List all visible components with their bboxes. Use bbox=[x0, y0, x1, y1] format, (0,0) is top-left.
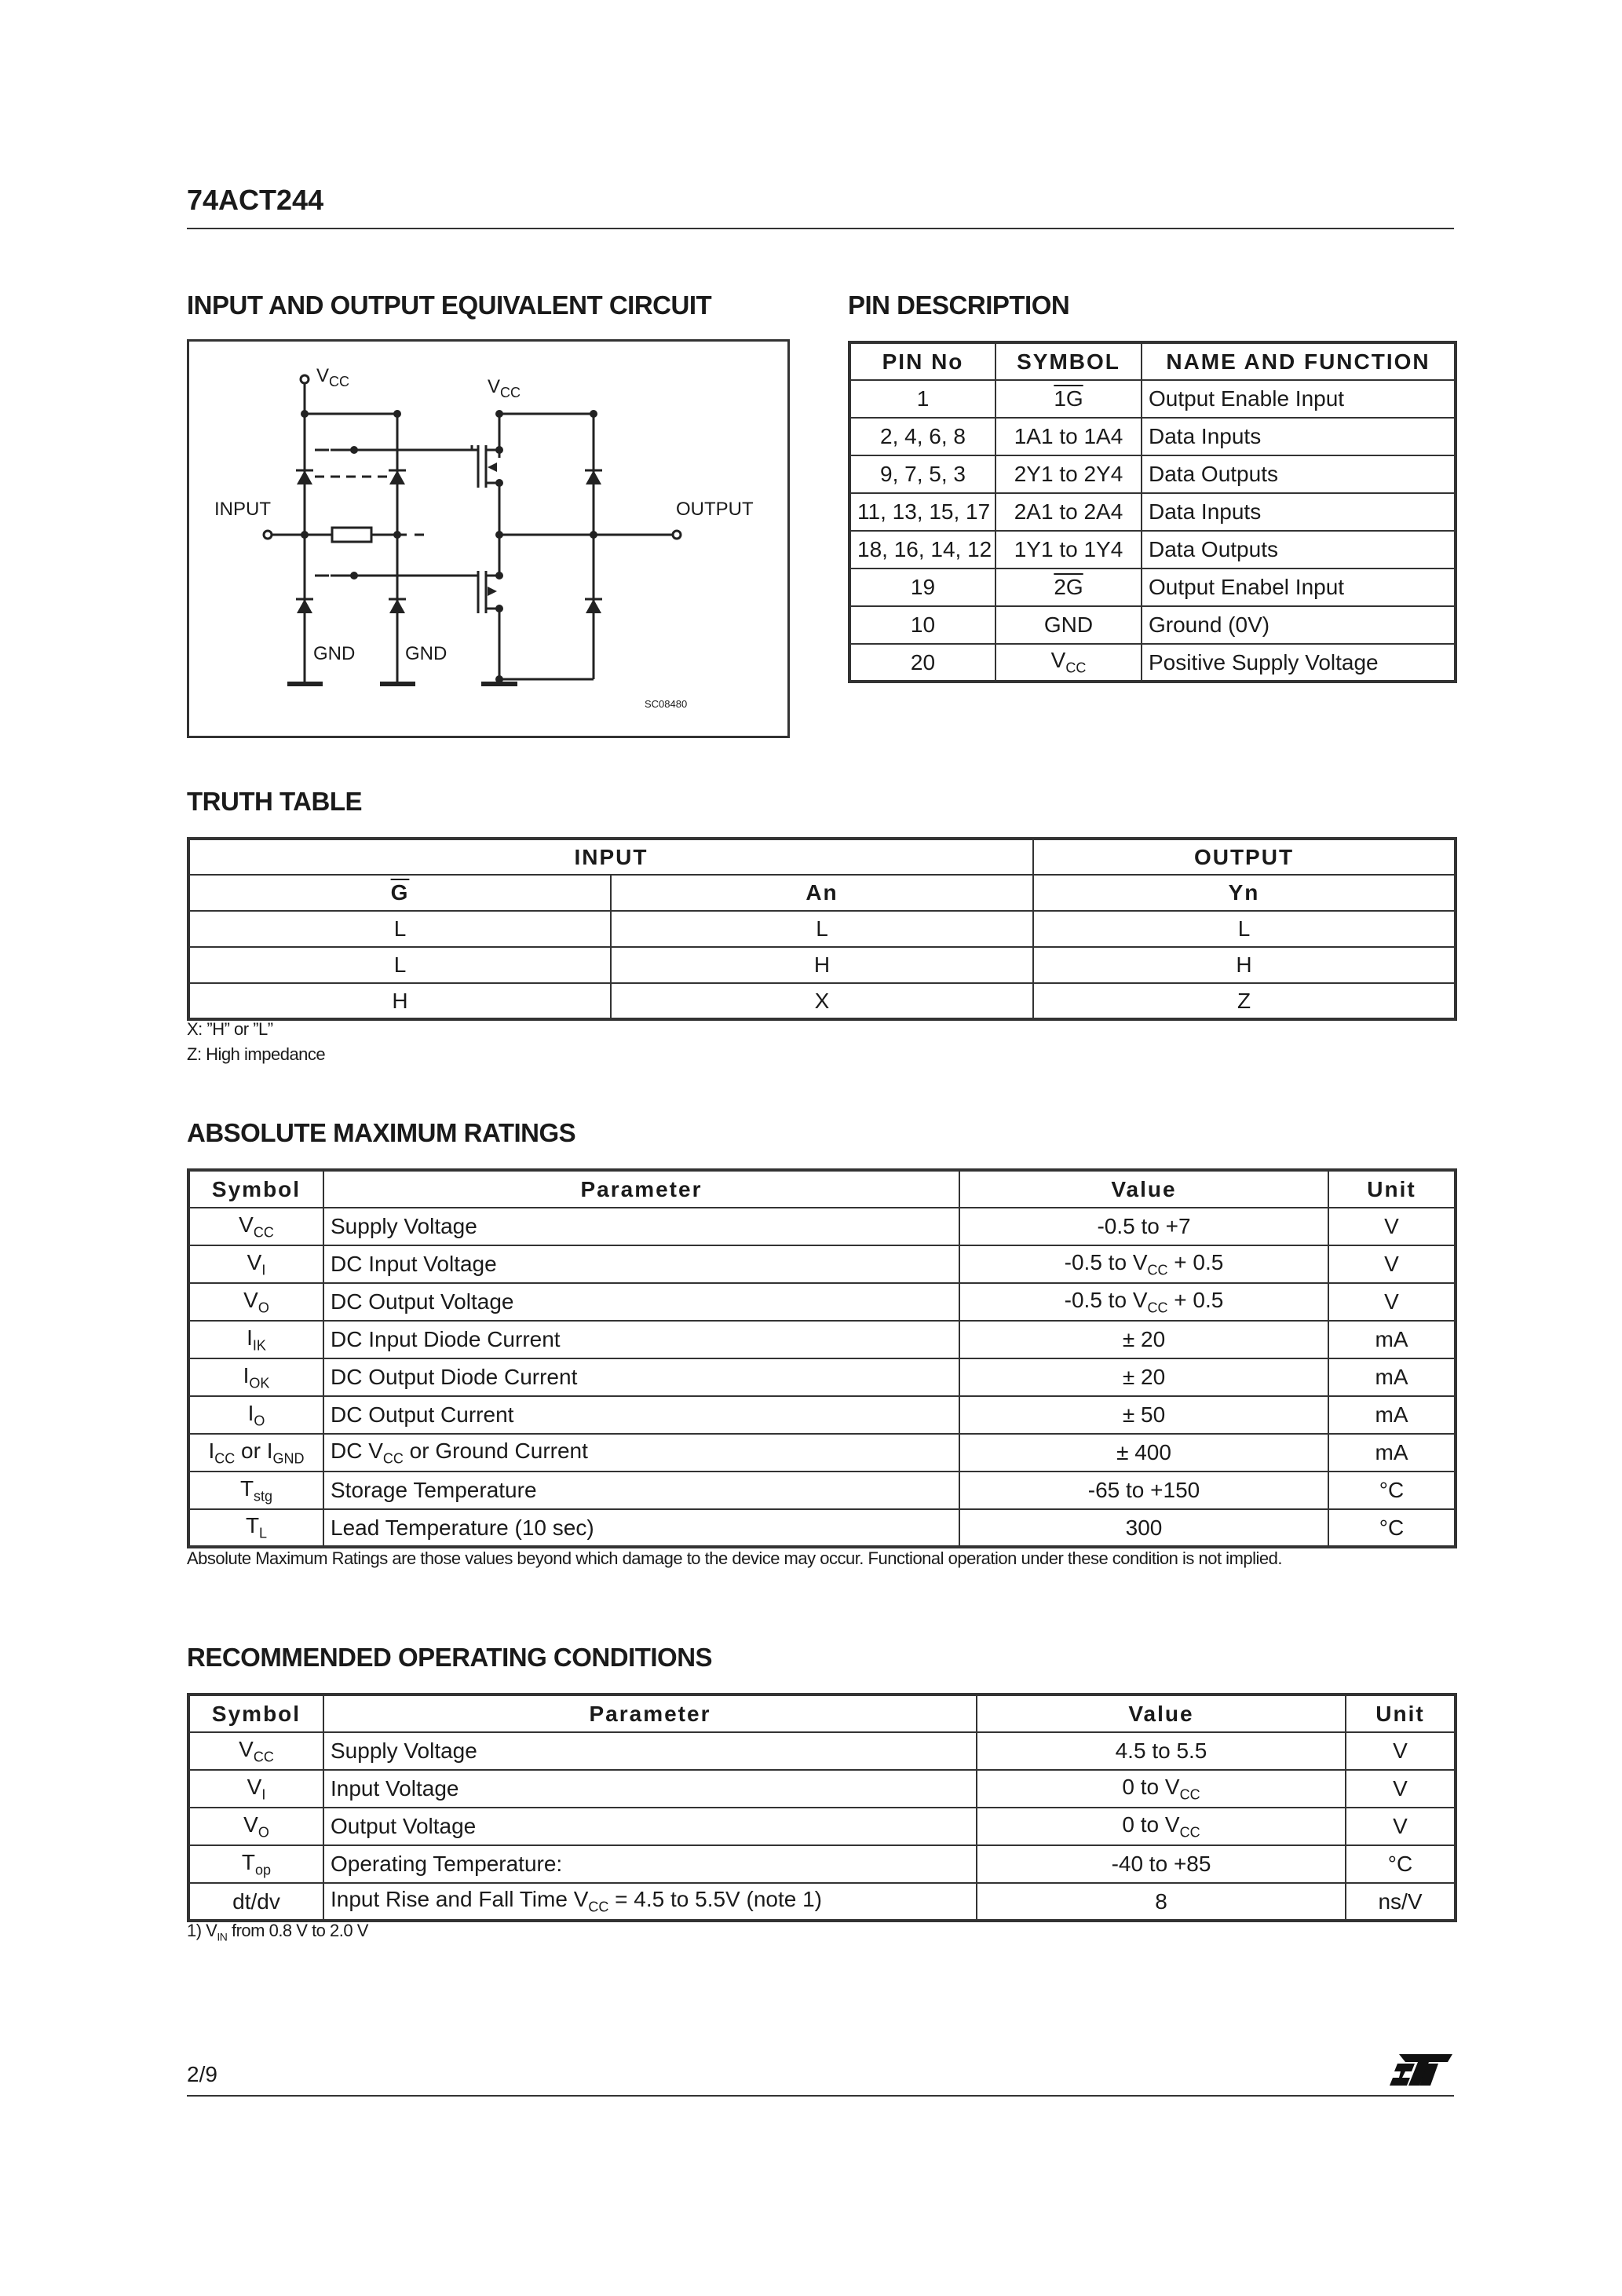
st-logo bbox=[1388, 2053, 1454, 2091]
unit: mA bbox=[1328, 1321, 1456, 1358]
symbol: $V_{CC}$ bbox=[188, 1208, 323, 1245]
symbol: $V_{CC}$ bbox=[995, 644, 1142, 682]
col-symbol: SYMBOL bbox=[995, 342, 1142, 380]
gnd-label-1: GND bbox=[313, 643, 356, 664]
vcc-left-label: $V_{CC}$ bbox=[316, 365, 350, 389]
table-row bbox=[188, 1283, 1456, 1321]
parameter: Supply Voltage bbox=[323, 1208, 959, 1245]
symbol: $I_{OK}$ bbox=[188, 1358, 323, 1396]
input-label: INPUT bbox=[214, 499, 271, 520]
recommended-table bbox=[187, 1693, 1457, 1922]
gnd-label-2: GND bbox=[405, 643, 448, 664]
function: Data Inputs bbox=[1142, 418, 1456, 455]
footer-rule bbox=[187, 2095, 1454, 2097]
symbol: $I_{CC}$ or $I_{GND}$ bbox=[188, 1434, 323, 1472]
function: Data Outputs bbox=[1142, 455, 1456, 493]
value: 8 bbox=[977, 1883, 1346, 1921]
table-row bbox=[188, 1208, 1456, 1245]
function: Data Inputs bbox=[1142, 493, 1456, 531]
value: ± 400 bbox=[959, 1434, 1328, 1472]
recommended-heading: RECOMMENDED OPERATING CONDITIONS bbox=[187, 1643, 713, 1672]
table-row bbox=[188, 1434, 1456, 1472]
parameter: Input Rise and Fall Time $V_{CC} = 4.5$ to 5.5V (note 1) bbox=[323, 1883, 977, 1921]
table-row bbox=[188, 947, 1456, 983]
function: Output Enabel Input bbox=[1142, 569, 1456, 606]
table-row bbox=[849, 606, 1456, 644]
value: -0.5 to $V_{CC} + 0.5$ bbox=[959, 1283, 1328, 1321]
pin-no: 9, 7, 5, 3 bbox=[849, 455, 995, 493]
pin-no: 20 bbox=[849, 644, 995, 682]
col-yn: Yn bbox=[1033, 875, 1456, 911]
symbol: $V_O$ bbox=[188, 1283, 323, 1321]
parameter: Lead Temperature (10 sec) bbox=[323, 1509, 959, 1547]
table-row bbox=[188, 1358, 1456, 1396]
parameter: Input Voltage bbox=[323, 1770, 977, 1808]
table-row bbox=[188, 1245, 1456, 1283]
value: ± 20 bbox=[959, 1321, 1328, 1358]
value: -40 to +85 bbox=[977, 1845, 1346, 1883]
symbol: 2A1 to 2A4 bbox=[995, 493, 1142, 531]
abs-max-note: Absolute Maximum Ratings are those values beyond which damage to the device may occur. Functional operation under these condition is not implied. bbox=[187, 1548, 1282, 1568]
parameter: Output Voltage bbox=[323, 1808, 977, 1845]
truth-note-2: Z: High impedance bbox=[187, 1044, 326, 1064]
symbol: $V_I$ bbox=[188, 1770, 323, 1808]
symbol: $T_{op}$ bbox=[188, 1845, 323, 1883]
col-value: Value bbox=[959, 1170, 1328, 1208]
symbol: $V_{CC}$ bbox=[188, 1732, 323, 1770]
function: Positive Supply Voltage bbox=[1142, 644, 1456, 682]
parameter: DC Output Diode Current bbox=[323, 1358, 959, 1396]
parameter: DC $V_{CC}$ or Ground Current bbox=[323, 1434, 959, 1472]
unit: °C bbox=[1328, 1509, 1456, 1547]
col-pin-no: PIN No bbox=[849, 342, 995, 380]
col-unit: Unit bbox=[1328, 1170, 1456, 1208]
cell: H bbox=[188, 983, 611, 1019]
table-row bbox=[188, 1472, 1456, 1509]
symbol: $V_I$ bbox=[188, 1245, 323, 1283]
abs-max-heading: ABSOLUTE MAXIMUM RATINGS bbox=[187, 1118, 576, 1147]
pin-no: 10 bbox=[849, 606, 995, 644]
symbol: $I_{IK}$ bbox=[188, 1321, 323, 1358]
symbol: 1G bbox=[995, 380, 1142, 418]
header-rule bbox=[187, 228, 1454, 229]
table-row bbox=[188, 1732, 1456, 1770]
value: 0 to $V_{CC}$ bbox=[977, 1808, 1346, 1845]
cell: L bbox=[188, 911, 611, 947]
table-row bbox=[188, 1509, 1456, 1547]
col-value: Value bbox=[977, 1695, 1346, 1732]
symbol: dt/dv bbox=[188, 1883, 323, 1921]
symbol: $V_O$ bbox=[188, 1808, 323, 1845]
table-row bbox=[849, 569, 1456, 606]
symbol: $T_{stg}$ bbox=[188, 1472, 323, 1509]
value: 4.5 to 5.5 bbox=[977, 1732, 1346, 1770]
table-row bbox=[849, 493, 1456, 531]
truth-table-heading: TRUTH TABLE bbox=[187, 787, 363, 816]
unit: V bbox=[1328, 1245, 1456, 1283]
st-logo-icon bbox=[1388, 2053, 1454, 2087]
col-g: $\overline{G}$ bbox=[188, 875, 611, 911]
parameter: Operating Temperature: bbox=[323, 1845, 977, 1883]
symbol: $I_O$ bbox=[188, 1396, 323, 1434]
table-row bbox=[188, 1808, 1456, 1845]
pin-no: 18, 16, 14, 12 bbox=[849, 531, 995, 569]
function: Output Enable Input bbox=[1142, 380, 1456, 418]
function: Ground (0V) bbox=[1142, 606, 1456, 644]
unit: V bbox=[1328, 1208, 1456, 1245]
unit: V bbox=[1346, 1770, 1456, 1808]
parameter: Supply Voltage bbox=[323, 1732, 977, 1770]
parameter: DC Input Voltage bbox=[323, 1245, 959, 1283]
unit: °C bbox=[1328, 1472, 1456, 1509]
col-unit: Unit bbox=[1346, 1695, 1456, 1732]
pin-no: 2, 4, 6, 8 bbox=[849, 418, 995, 455]
table-row bbox=[188, 1883, 1456, 1921]
cell: L bbox=[1033, 911, 1456, 947]
table-row bbox=[188, 1396, 1456, 1434]
unit: mA bbox=[1328, 1358, 1456, 1396]
unit: V bbox=[1328, 1283, 1456, 1321]
parameter: DC Output Voltage bbox=[323, 1283, 959, 1321]
function: Data Outputs bbox=[1142, 531, 1456, 569]
pin-no: 1 bbox=[849, 380, 995, 418]
circuit-diagram bbox=[187, 339, 790, 738]
unit: °C bbox=[1346, 1845, 1456, 1883]
unit: ns/V bbox=[1346, 1883, 1456, 1921]
unit: mA bbox=[1328, 1434, 1456, 1472]
abs-max-table bbox=[187, 1168, 1457, 1548]
unit: mA bbox=[1328, 1396, 1456, 1434]
group-input: INPUT bbox=[188, 839, 1033, 875]
value: -0.5 to $V_{CC} + 0.5$ bbox=[959, 1245, 1328, 1283]
pin-no: 19 bbox=[849, 569, 995, 606]
symbol: GND bbox=[995, 606, 1142, 644]
col-parameter: Parameter bbox=[323, 1695, 977, 1732]
pin-description-heading: PIN DESCRIPTION bbox=[848, 291, 1070, 320]
symbol: 2G bbox=[995, 569, 1142, 606]
symbol: $T_L$ bbox=[188, 1509, 323, 1547]
cell: Z bbox=[1033, 983, 1456, 1019]
value: ± 50 bbox=[959, 1396, 1328, 1434]
cell: L bbox=[611, 911, 1033, 947]
document-title: 74ACT244 bbox=[187, 184, 324, 216]
group-output: OUTPUT bbox=[1033, 839, 1456, 875]
table-row bbox=[849, 455, 1456, 493]
cell: H bbox=[1033, 947, 1456, 983]
parameter: DC Output Current bbox=[323, 1396, 959, 1434]
table-row bbox=[849, 380, 1456, 418]
unit: V bbox=[1346, 1808, 1456, 1845]
cell: H bbox=[611, 947, 1033, 983]
value: 300 bbox=[959, 1509, 1328, 1547]
table-row bbox=[188, 911, 1456, 947]
table-row bbox=[849, 644, 1456, 682]
parameter: DC Input Diode Current bbox=[323, 1321, 959, 1358]
unit: V bbox=[1346, 1732, 1456, 1770]
value: 0 to $V_{CC}$ bbox=[977, 1770, 1346, 1808]
value: -65 to +150 bbox=[959, 1472, 1328, 1509]
parameter: Storage Temperature bbox=[323, 1472, 959, 1509]
symbol: 2Y1 to 2Y4 bbox=[995, 455, 1142, 493]
col-symbol: Symbol bbox=[188, 1695, 323, 1732]
value: -0.5 to +7 bbox=[959, 1208, 1328, 1245]
value: ± 20 bbox=[959, 1358, 1328, 1396]
output-label: OUTPUT bbox=[676, 499, 754, 520]
table-row bbox=[849, 418, 1456, 455]
page-number: 2/9 bbox=[187, 2062, 217, 2086]
circuit-heading: INPUT AND OUTPUT EQUIVALENT CIRCUIT bbox=[187, 291, 712, 320]
pin-no: 11, 13, 15, 17 bbox=[849, 493, 995, 531]
pin-description-table bbox=[848, 341, 1457, 683]
col-parameter: Parameter bbox=[323, 1170, 959, 1208]
cell: L bbox=[188, 947, 611, 983]
truth-table bbox=[187, 837, 1457, 1021]
symbol: 1Y1 to 1Y4 bbox=[995, 531, 1142, 569]
table-row bbox=[188, 1321, 1456, 1358]
vcc-right-label: $V_{CC}$ bbox=[488, 376, 521, 400]
col-an: An bbox=[611, 875, 1033, 911]
table-row bbox=[188, 1845, 1456, 1883]
figure-code: SC08480 bbox=[645, 698, 688, 710]
truth-note-1: X: ”H” or ”L” bbox=[187, 1019, 273, 1039]
recommended-note: 1) $V_{IN}$ from 0.8 V to 2.0 V bbox=[187, 1921, 368, 1943]
table-row bbox=[849, 531, 1456, 569]
cell: X bbox=[611, 983, 1033, 1019]
col-symbol: Symbol bbox=[188, 1170, 323, 1208]
table-row bbox=[188, 1770, 1456, 1808]
symbol: 1A1 to 1A4 bbox=[995, 418, 1142, 455]
table-row bbox=[188, 983, 1456, 1019]
col-name-function: NAME AND FUNCTION bbox=[1142, 342, 1456, 380]
